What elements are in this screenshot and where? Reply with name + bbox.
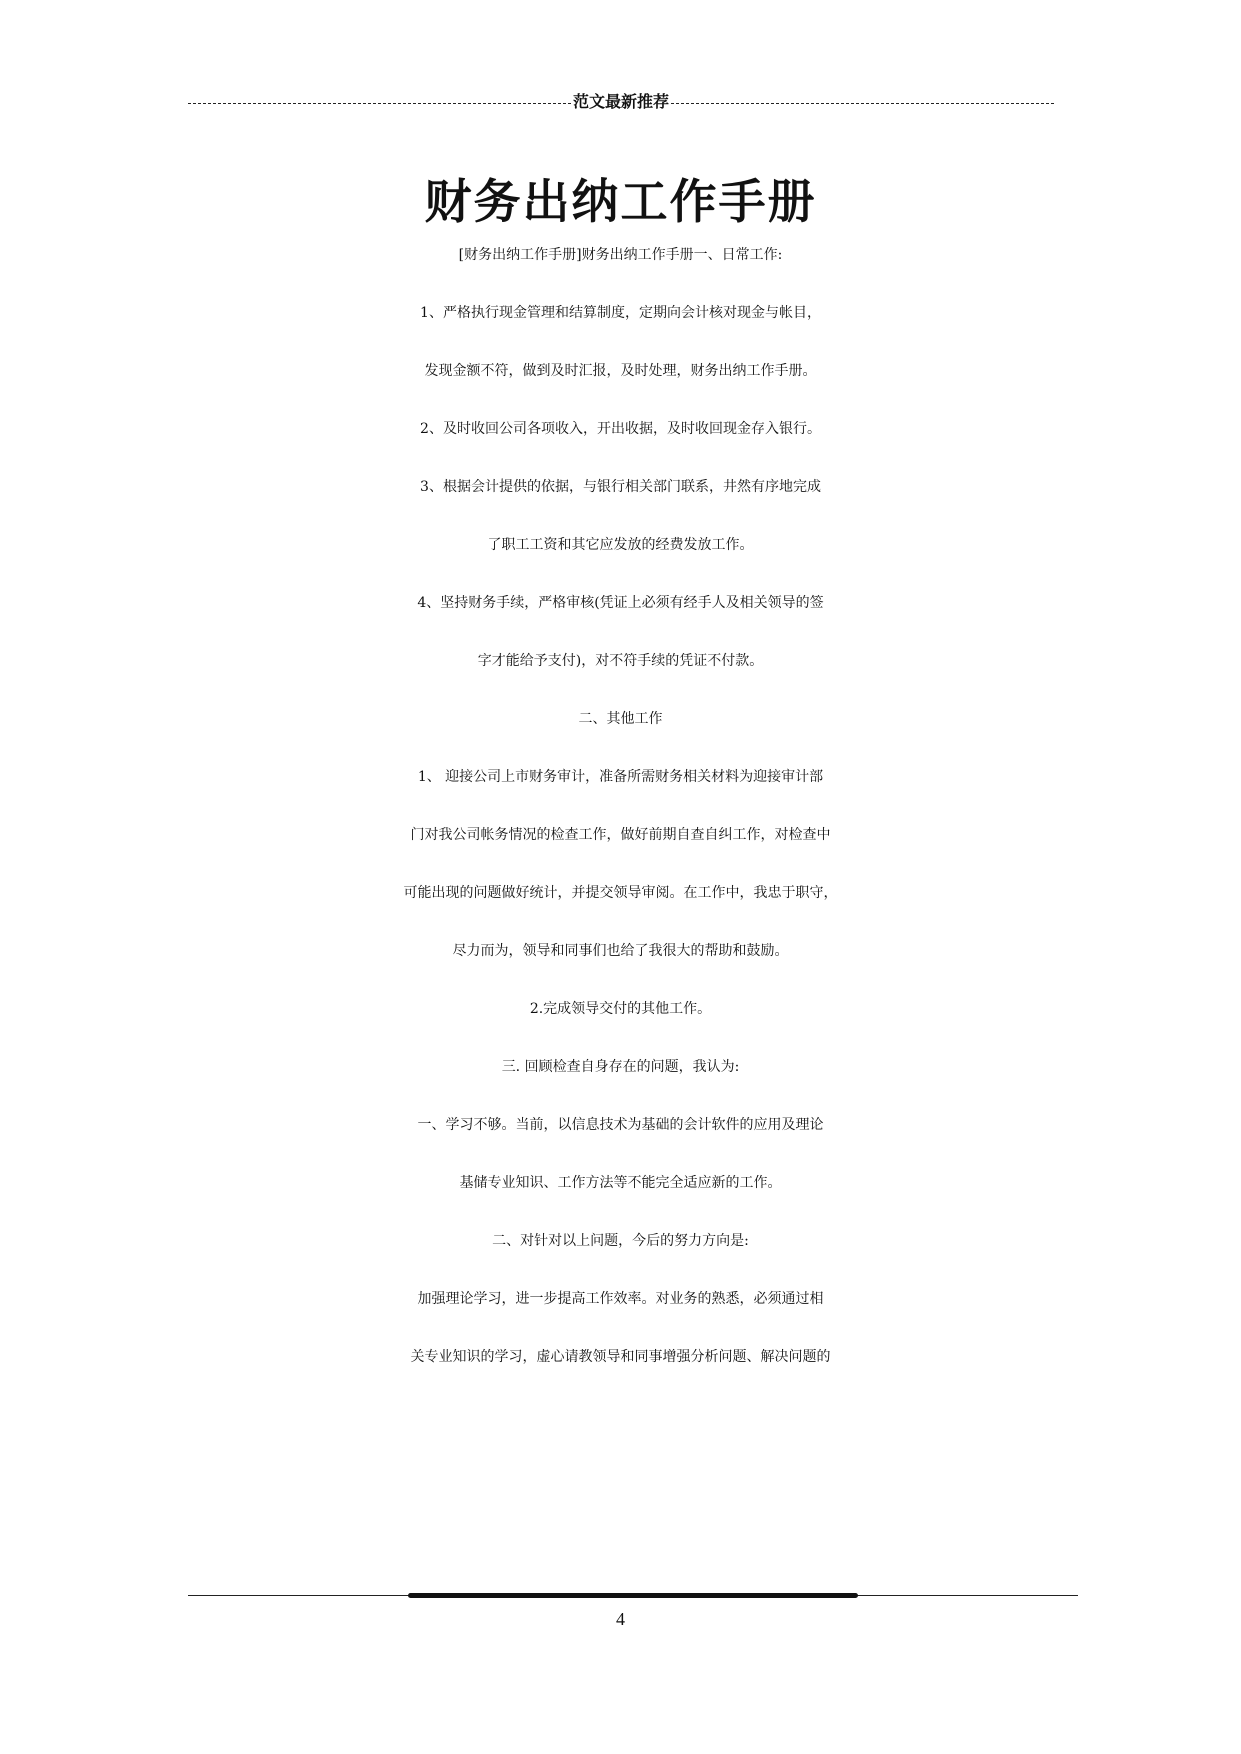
body-line: 了职工工资和其它应发放的经费发放工作。 [487, 537, 754, 553]
body-line: 门对我公司帐务情况的检查工作，做好前期自查自纠工作，对检查中 [410, 827, 831, 843]
body-line: 发现金额不符，做到及时汇报，及时处理，财务出纳工作手册。 [424, 363, 817, 379]
header-dash-left [188, 103, 571, 104]
body-line: [财务出纳工作手册]财务出纳工作手册一、日常工作: [458, 247, 783, 263]
body-line: 3、根据会计提供的依据，与银行相关部门联系，井然有序地完成 [420, 479, 821, 495]
header-dash-right [671, 103, 1054, 104]
body-line: 可能出现的问题做好统计，并提交领导审阅。在工作中，我忠于职守， [403, 885, 838, 901]
body-line: 1、 迎接公司上市财务审计，准备所需财务相关材料为迎接审计部 [417, 769, 824, 785]
section-heading: 二、对针对以上问题，今后的努力方向是: [492, 1233, 749, 1249]
body-line: 基储专业知识、工作方法等不能完全适应新的工作。 [459, 1175, 782, 1191]
footer-rule [188, 1593, 1078, 1599]
body-line: 2.完成领导交付的其他工作。 [529, 1001, 712, 1017]
section-heading: 三. 回顾检查自身存在的问题，我认为: [501, 1059, 740, 1075]
document-title: 财务出纳工作手册 [424, 175, 817, 230]
section-heading: 二、其他工作 [578, 711, 663, 727]
body-line: 一、学习不够。当前，以信息技术为基础的会计软件的应用及理论 [417, 1117, 824, 1133]
body-line: 关专业知识的学习，虚心请教领导和同事增强分析问题、解决问题的 [410, 1349, 831, 1365]
page-number: 4 [616, 1609, 625, 1629]
body-line: 2、及时收回公司各项收入，开出收据，及时收回现金存入银行。 [420, 421, 821, 437]
body-line: 加强理论学习，进一步提高工作效率。对业务的熟悉，必须通过相 [417, 1291, 824, 1307]
header-text: 范文最新推荐 [573, 92, 670, 111]
body-line: 尽力而为，领导和同事们也给了我很大的帮助和鼓励。 [452, 943, 789, 959]
body-line: 4、坚持财务手续，严格审核(凭证上必须有经手人及相关领导的签 [417, 595, 824, 611]
body-line: 1、严格执行现金管理和结算制度，定期向会计核对现金与帐目， [420, 305, 821, 321]
body-line: 字才能给予支付)，对不符手续的凭证不付款。 [477, 653, 764, 669]
page-header [188, 88, 1054, 116]
footer-thick-line [408, 1593, 858, 1598]
